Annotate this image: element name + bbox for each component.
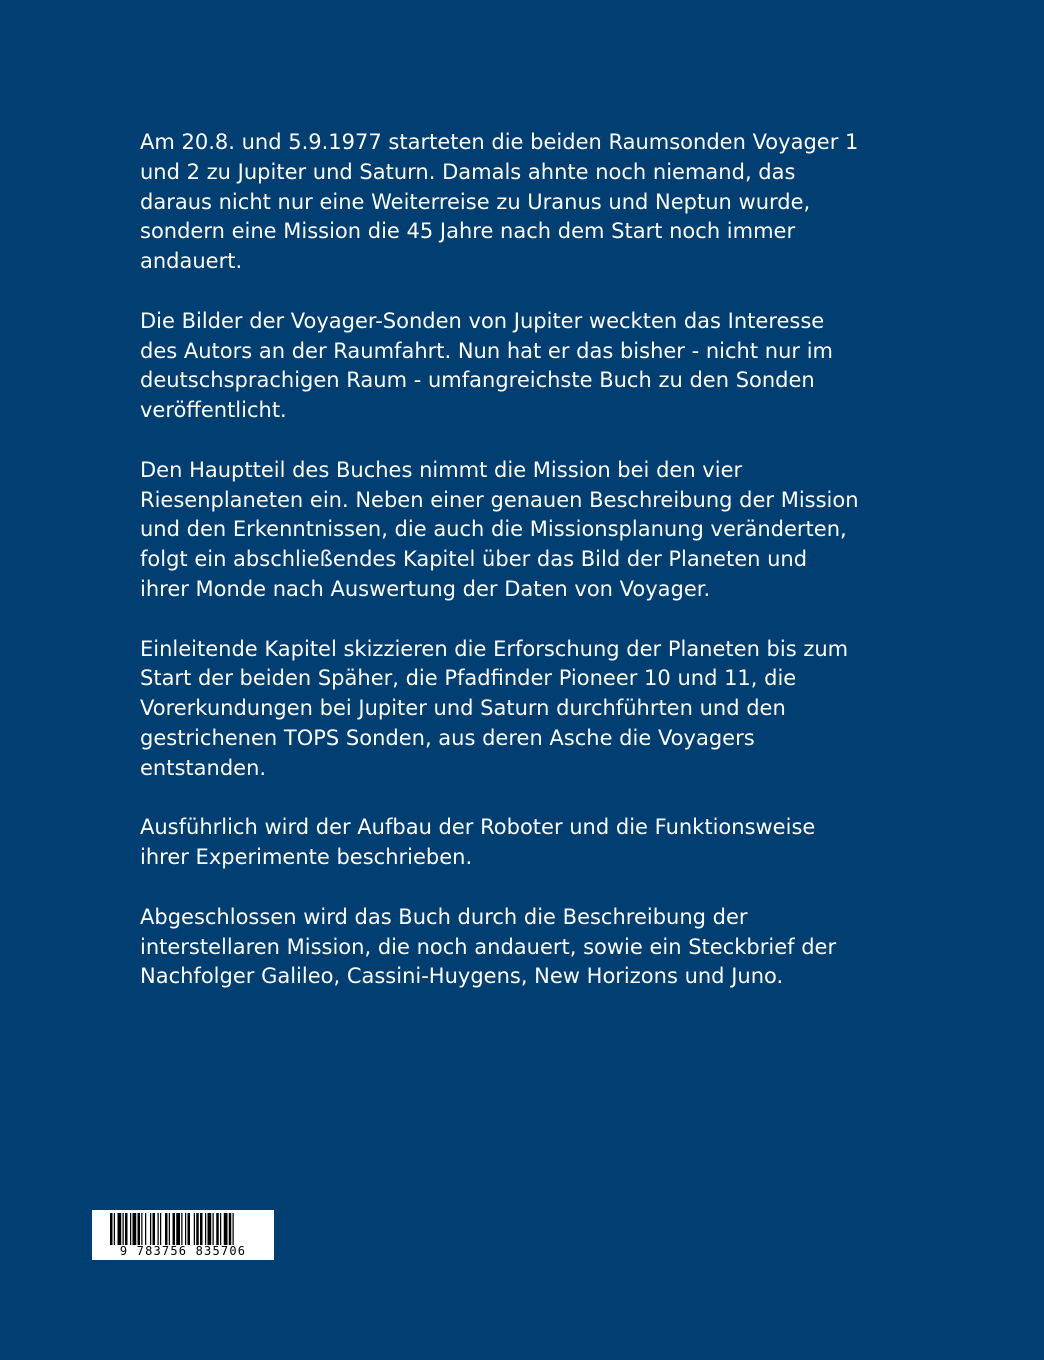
barcode-bar bbox=[118, 1213, 122, 1245]
barcode-bar bbox=[153, 1213, 156, 1245]
barcode-bar bbox=[216, 1213, 219, 1245]
barcode-bar bbox=[145, 1213, 146, 1245]
blurb-text bbox=[140, 128, 940, 1022]
barcode-bar bbox=[158, 1213, 159, 1245]
barcode-bar bbox=[229, 1213, 232, 1245]
barcode-bar bbox=[173, 1213, 176, 1245]
barcode-bar bbox=[176, 1213, 180, 1245]
barcode-bar bbox=[133, 1213, 137, 1245]
barcode-bar bbox=[130, 1213, 131, 1245]
barcode-bar bbox=[169, 1213, 170, 1245]
barcode-bar bbox=[208, 1213, 212, 1245]
barcode-bar bbox=[220, 1213, 221, 1245]
barcode-bar bbox=[114, 1213, 115, 1245]
paragraph-main-part: Den Hauptteil des Buches nimmt die Mission bei den vier Riesenplaneten ein. Neben einer genauen Beschreibung der Mission und den Erkenntnissen, die auch die Missionsplanung veränderten, folgt ein abschließendes Kapitel über das Bild der Planeten und ihrer Monde nach Auswertung der Daten von Voyager. bbox=[140, 457, 859, 601]
barcode-bar bbox=[233, 1213, 234, 1245]
barcode-bar bbox=[165, 1213, 168, 1245]
barcode-bar bbox=[200, 1213, 203, 1245]
barcode-bar bbox=[181, 1213, 182, 1245]
barcode-number: 9 783756 835706 bbox=[119, 1244, 247, 1258]
isbn-barcode bbox=[92, 1210, 274, 1260]
barcode-bar bbox=[125, 1213, 128, 1245]
paragraph-introductory-chapters: Einleitende Kapitel skizzieren die Erforschung der Planeten bis zum Start der beiden Späher, die Pfadfinder Pioneer 10 und 11, die Vorerkundungen bei Jupiter und Saturn durchführten und den gestrichenen TOPS Sonden, aus deren Asche die Voyagers entstanden. bbox=[140, 636, 849, 780]
paragraph-author: Die Bilder der Voyager-Sonden von Jupiter weckten das Interesse des Autors an der Raumfahrt. Nun hat er das bisher - nicht nur im deutschsprachigen Raum - umfangreichste Buch zu den Sonden veröffentlicht. bbox=[140, 308, 833, 423]
paragraph-robot-design: Ausführlich wird der Aufbau der Roboter und die Funktionsweise ihrer Experimente beschrieben. bbox=[140, 815, 816, 870]
barcode-bar bbox=[160, 1213, 161, 1245]
barcode-bar bbox=[185, 1213, 186, 1245]
barcode-bar bbox=[224, 1213, 228, 1245]
barcode-bar bbox=[188, 1213, 191, 1245]
paragraph-intro: Am 20.8. und 5.9.1977 starteten die beiden Raumsonden Voyager 1 und 2 zu Jupiter und Saturn. Damals ahnte noch niemand, das daraus nicht nur eine Weiterreise zu Uranus und Neptun wurde, sondern eine Mission die 45 Jahre nach dem Start noch immer andauert. bbox=[140, 130, 859, 274]
barcode-bar bbox=[138, 1213, 141, 1245]
barcode-bar bbox=[196, 1213, 199, 1245]
barcode-bar bbox=[213, 1213, 214, 1245]
barcode-bar bbox=[150, 1213, 151, 1245]
paragraph-conclusion: Abgeschlossen wird das Buch durch die Beschreibung der interstellaren Mission, die noch andauert, sowie ein Steckbrief der Nachfolger Galileo, Cassini-Huygens, New Horizons und Juno. bbox=[140, 904, 837, 989]
barcode-bar bbox=[123, 1213, 124, 1245]
barcode-bar bbox=[205, 1213, 206, 1245]
barcode-bar bbox=[110, 1213, 113, 1245]
barcode-bar bbox=[141, 1213, 142, 1245]
barcode-bar bbox=[194, 1213, 195, 1245]
barcode-bars bbox=[96, 1213, 270, 1245]
